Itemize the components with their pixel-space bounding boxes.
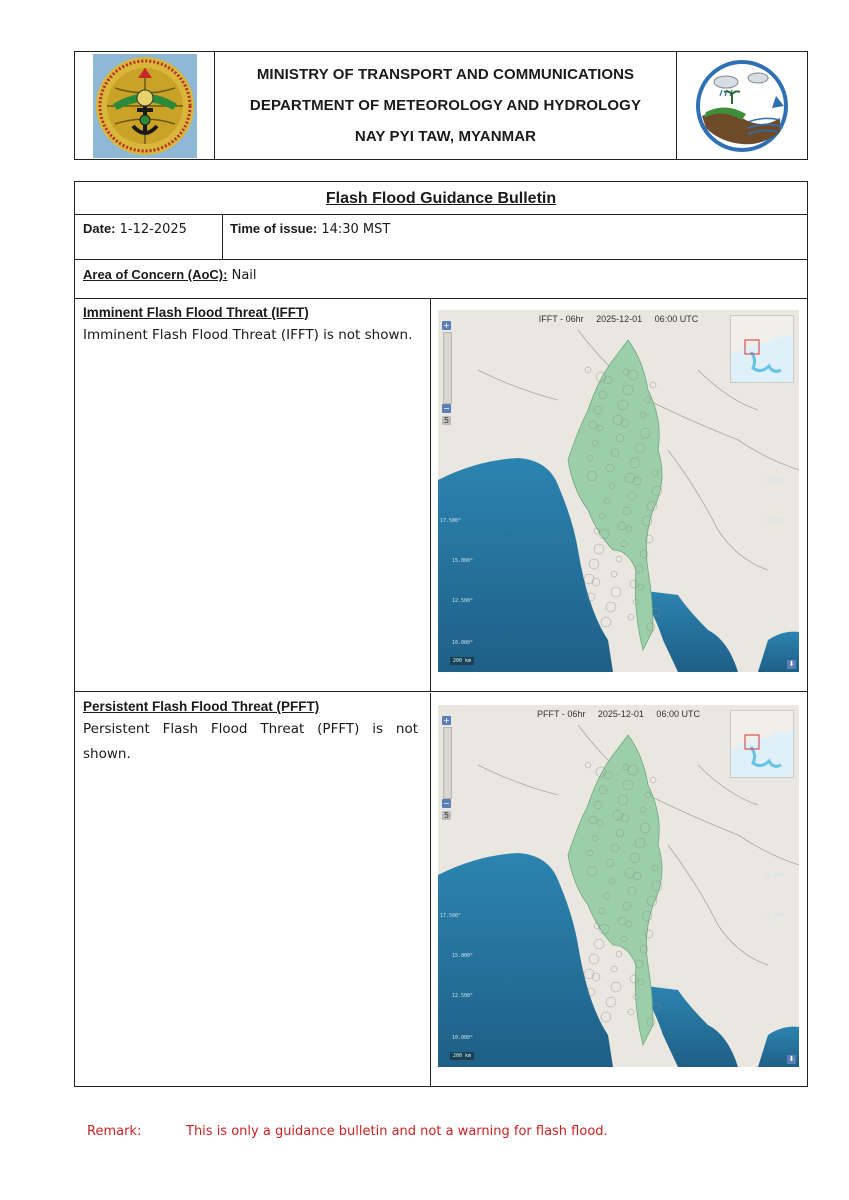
graticule-label: 20.000° [764,478,786,484]
pfft-overview-inset[interactable] [730,710,794,778]
graticule-label: 12.500° [452,598,474,604]
location-name: NAY PYI TAW, MYANMAR [354,128,537,145]
date-label: Date: [83,221,116,236]
pfft-map[interactable] [438,705,799,1067]
map-scale: 200 km [450,657,474,665]
date-cell [75,215,223,259]
bulletin-table [74,181,808,1087]
zoom-slider[interactable] [443,727,452,799]
aoc-label: Area of Concern (AoC): [83,267,228,282]
ifft-map[interactable] [438,310,799,672]
download-button[interactable]: ⬇ [788,1055,795,1063]
pfft-body: Persistent Flash Flood Threat (PFFT) is not shown. [83,721,418,762]
hydrological-cycle-icon [692,56,792,156]
graticule-label: 10.000° [452,1035,474,1041]
pfft-section [75,693,807,1087]
zoom-out-button[interactable]: − [443,404,450,413]
graticule-label: 15.000° [452,953,474,959]
zoom-in-button[interactable]: + [443,716,450,725]
aoc-value: Nail [231,268,257,283]
department-name: DEPARTMENT OF METEOROLOGY AND HYDROLOGY [249,97,642,114]
ifft-section [75,299,807,692]
ministry-titles [215,52,676,159]
remark-label: Remark: [87,1124,142,1139]
graticule-label: 20.000° [764,873,786,879]
graticule-label: 17.500° [764,518,786,524]
overview-map-graphic [731,711,793,777]
date-time-row [75,215,807,260]
ifft-overview-inset[interactable] [730,315,794,383]
graticule-label: 12.500° [452,993,474,999]
dmh-logo-cell [676,52,807,159]
zoom-in-button[interactable]: + [443,321,450,330]
graticule-label: 15.000° [452,558,474,564]
zoom-out-button[interactable]: − [443,799,450,808]
ministry-logo-cell [75,52,215,159]
area-of-concern-row [75,260,807,299]
time-cell [223,215,807,259]
ifft-body: Imminent Flash Flood Threat (IFFT) is not shown. [83,327,413,343]
ministry-name: MINISTRY OF TRANSPORT AND COMMUNICATIONS [256,66,635,83]
date-value: 1-12-2025 [119,222,187,237]
ministry-emblem-icon [93,54,197,158]
ifft-text-cell [75,299,431,691]
pfft-map-caption: PFFT - 06hr 2025-12-01 06:00 UTC [537,709,700,719]
ifft-map-caption: IFFT - 06hr 2025-12-01 06:00 UTC [538,314,699,324]
zoom-level: 5 [443,811,450,820]
map-scale: 200 km [450,1052,474,1060]
bulletin-title: Flash Flood Guidance Bulletin [75,182,807,215]
graticule-label: 17.500° [440,913,462,919]
remark-line [87,1124,608,1139]
graticule-label: 17.500° [764,913,786,919]
zoom-level: 5 [443,416,450,425]
download-button[interactable]: ⬇ [788,660,795,668]
graticule-label: 10.000° [452,640,474,646]
header-table [74,51,808,160]
pfft-text-cell [75,693,431,1087]
graticule-label: 17.500° [440,518,462,524]
time-label: Time of issue: [230,221,318,236]
overview-map-graphic [731,316,793,382]
remark-text: This is only a guidance bulletin and not a warning for flash flood. [186,1124,608,1139]
zoom-slider[interactable] [443,332,452,404]
ifft-heading: Imminent Flash Flood Threat (IFFT) [83,305,309,320]
time-value: 14:30 MST [321,222,391,237]
pfft-map-cell [431,693,807,1087]
ifft-map-cell [431,299,807,691]
pfft-heading: Persistent Flash Flood Threat (PFFT) [83,699,320,714]
